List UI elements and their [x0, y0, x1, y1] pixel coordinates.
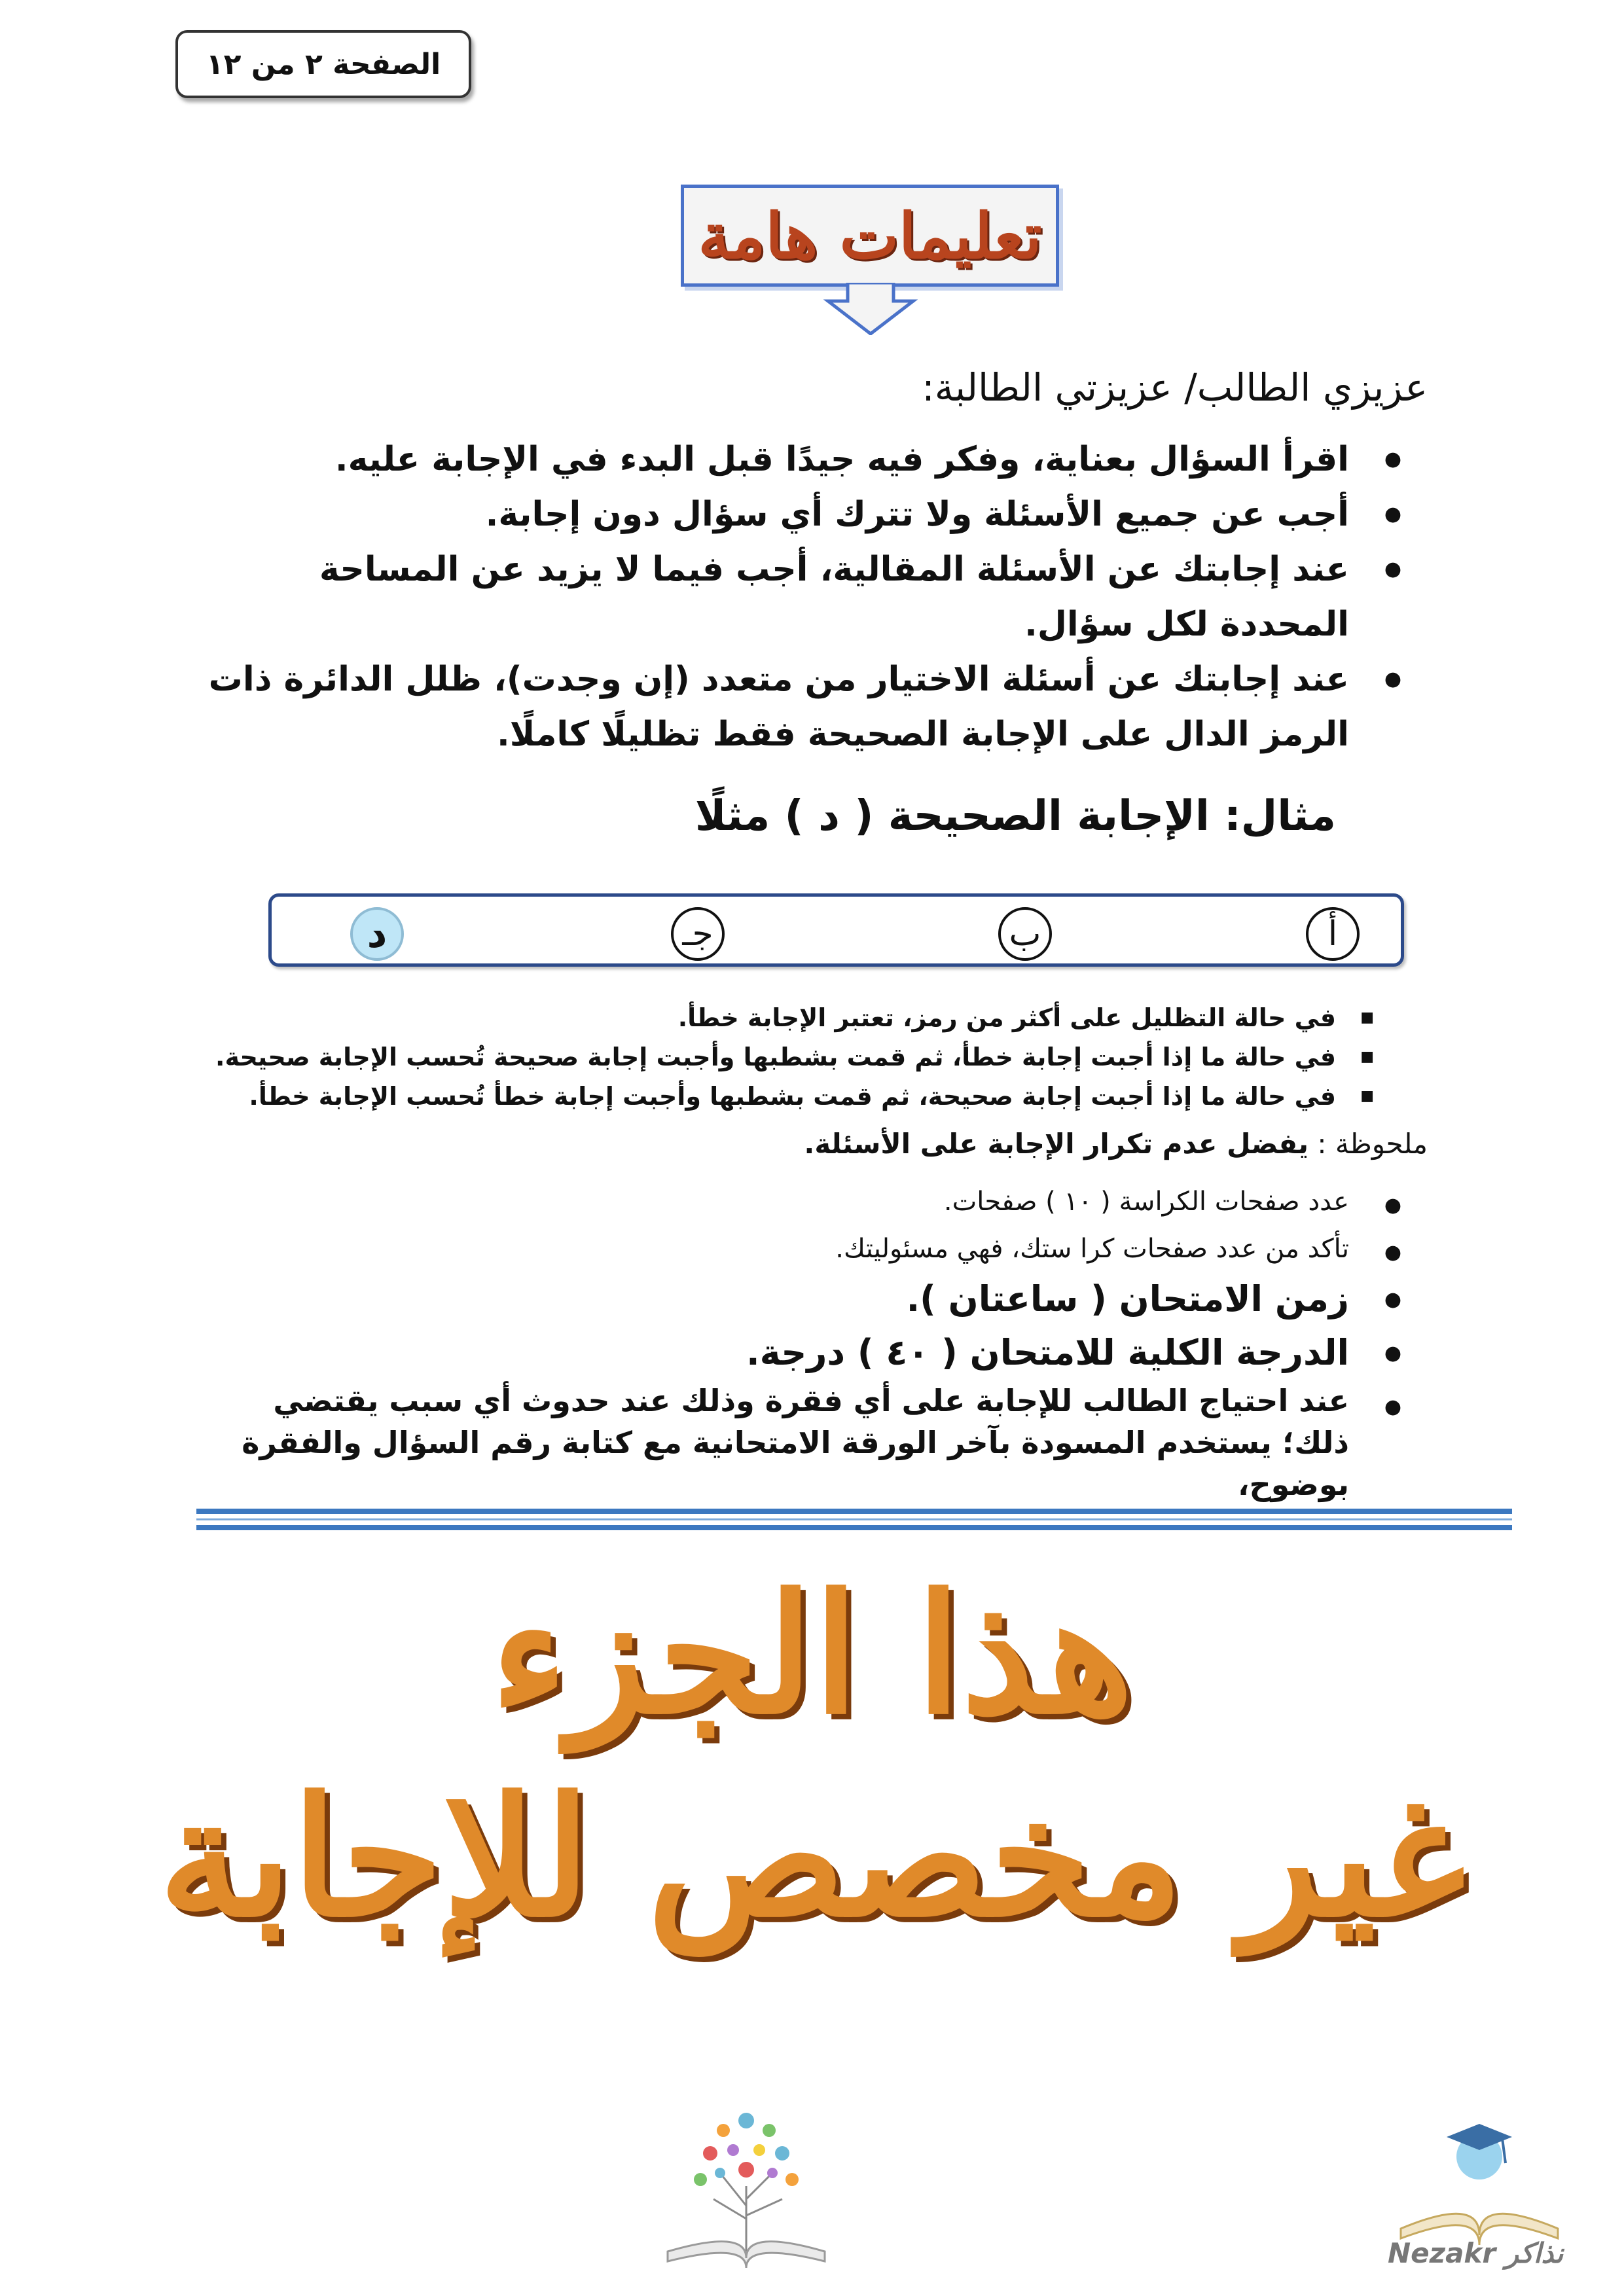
list-item: ● عند احتياج الطالب للإجابة على أي فقرة وذلك عند حدوث أي سبب يقتضي ذلك؛ يستخدم المسودة بآخر الورقة الامتحانية مع كتابة رقم السؤال والفقرة بوضوح، [196, 1380, 1349, 1505]
remark [804, 1124, 1428, 1164]
list-item: ■ في حالة ما إذا أجبت إجابة خطأ، ثم قمت بشطبها وأجبت إجابة صحيحة تُحسب الإجابة صحيحة. [215, 1037, 1336, 1077]
list-item: ● تأكد من عدد صفحات كرا ستك، فهي مسئوليتك. [196, 1225, 1349, 1272]
arrow-down-icon [821, 283, 920, 335]
list-item: ■ في حالة التظليل على أكثر من رمز، تعتبر الإجابة خطأ. [215, 998, 1336, 1037]
example-label: مثال: الإجابة الصحيحة ( د ) مثلًا [695, 792, 1336, 840]
answer-choices-example [268, 893, 1404, 967]
title-box [681, 185, 1059, 287]
list-item: ● أجب عن جميع الأسئلة ولا تترك أي سؤال دون إجابة. [196, 487, 1349, 542]
details-list [196, 1178, 1349, 1505]
list-item: ● اقرأ السؤال بعناية، وفكر فيه جيدًا قبل البدء في الإجابة عليه. [196, 432, 1349, 487]
separator-line [196, 1509, 1512, 1514]
instructions-list [196, 432, 1349, 762]
list-item: ● عند إجابتك عن الأسئلة المقالية، أجب فيما لا يزيد عن المساحة المحددة لكل سؤال. [196, 542, 1349, 652]
list-item: ■ في حالة ما إذا أجبت إجابة صحيحة، ثم قمت بشطبها وأجبت إجابة خطأ تُحسب الإجابة خطأ. [215, 1077, 1336, 1116]
page-title: تعليمات هامة [698, 198, 1042, 273]
choice-bubble-a: أ [1306, 907, 1360, 961]
banner-line-1: هذا الجزء [490, 1558, 1134, 1750]
list-item: ● زمن الامتحان ( ساعتان ). [196, 1272, 1349, 1326]
banner-line-2: غير مخصص للإجابة [158, 1761, 1466, 1953]
nezakr-logo-text: Nezakr نذاكر [1388, 2237, 1564, 2269]
list-item: ● عدد صفحات الكراسة ( ١٠ ) صفحات. [196, 1178, 1349, 1225]
choice-bubble-c: جـ [671, 907, 725, 961]
greeting: عزيزي الطالب/ عزيزتي الطالبة: [922, 365, 1428, 410]
separator-line [196, 1518, 1512, 1520]
remark-text: يفضل عدم تكرار الإجابة على الأسئلة. [804, 1128, 1308, 1160]
choice-bubble-b: ب [998, 907, 1052, 961]
page-number-box [175, 30, 471, 98]
list-item: ● عند إجابتك عن أسئلة الاختيار من متعدد (إن وجدت)، ظلل الدائرة ذات الرمز الدال على الإجابة الصحيحة فقط تظليلًا كاملًا. [196, 652, 1349, 762]
page-number: الصفحة ٢ من ١٢ [206, 47, 441, 81]
notes-list [215, 998, 1336, 1116]
remark-label: ملحوظة : [1317, 1128, 1428, 1160]
separator-line [196, 1525, 1512, 1530]
choice-bubble-d-filled: د [350, 907, 404, 961]
tree-book-logo-icon [655, 2094, 838, 2271]
list-item: ● الدرجة الكلية للامتحان ( ٤٠ ) درجة. [196, 1326, 1349, 1380]
